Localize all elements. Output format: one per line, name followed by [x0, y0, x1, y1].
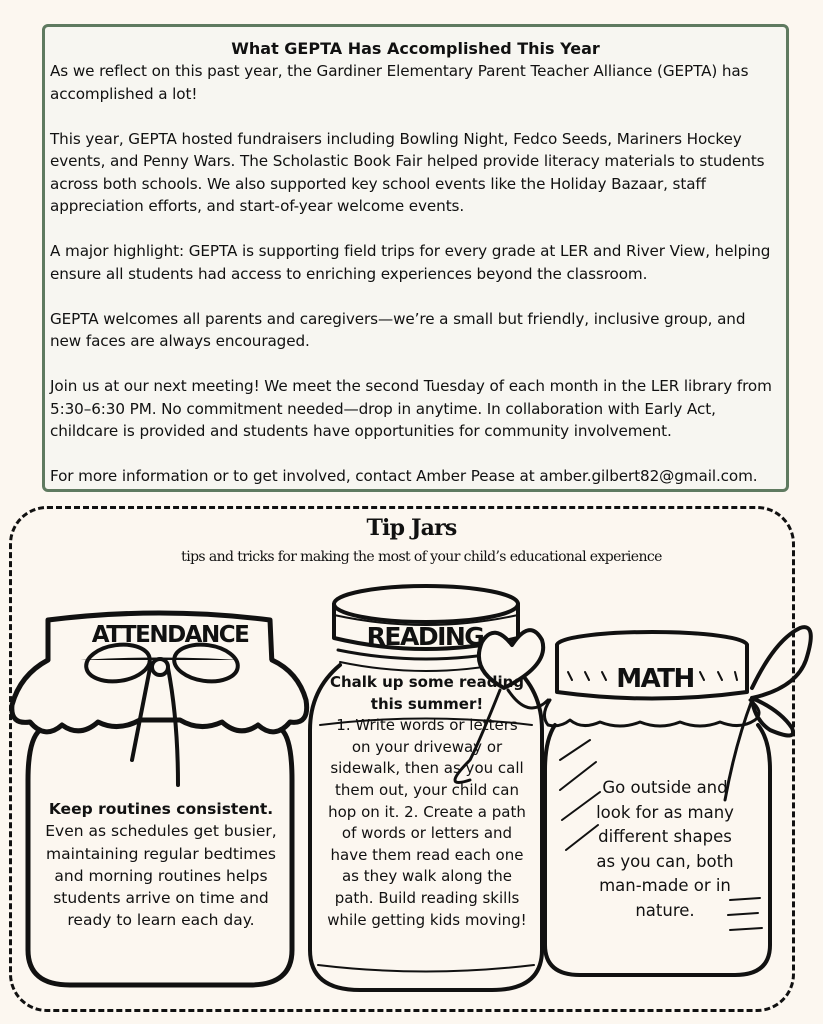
- info-paragraph-contact: For more information or to get involved, contact Amber Pease at amber.gilbert82@gmail.com.: [50, 467, 758, 485]
- math-tip: [595, 776, 735, 923]
- info-paragraph-welcome: GEPTA welcomes all parents and caregivers—we’re a small but friendly, inclusive group, and new faces are always encouraged.: [50, 309, 746, 350]
- attendance-tip-lead: Keep routines consistent.: [48, 800, 274, 818]
- attendance-tip: [40, 798, 282, 932]
- math-label: MATH: [616, 664, 694, 694]
- reading-label: READING: [366, 622, 484, 651]
- tips-title: Tip Jars: [366, 515, 457, 541]
- info-paragraph-meeting: Join us at our next meeting! We meet the second Tuesday of each month in the LER library from 5:30–6:30 PM. No commitment needed—drop in anytime. In collaboration with Early Act, childcare is provided and students have opportunities for community involvement.: [50, 377, 772, 440]
- info-title: What GEPTA Has Accomplished This Year: [231, 39, 600, 58]
- info-paragraph-field-trips: A major highlight: GEPTA is supporting field trips for every grade at LER and River View, helping ensure all students had access to enriching experiences beyond the classroom.: [50, 242, 771, 283]
- attendance-tip-body: Even as schedules get busier, maintaining regular bedtimes and morning routines helps students arrive on time and ready to learn each day.: [45, 822, 277, 930]
- reading-tip: [327, 672, 527, 931]
- reading-tip-body: 1. Write words or letters on your driveway or sidewalk, then as you call them out, your child can hop on it. 2. Create a path of words or letters and have them read each one as they walk along the path. Build reading skills while getting kids moving!: [327, 716, 527, 929]
- info-paragraph-fundraisers: This year, GEPTA hosted fundraisers including Bowling Night, Fedco Seeds, Mariners Hockey events, and Penny Wars. The Scholastic Book Fair helped provide literacy materials to students across both schools. We also supported key school events like the Holiday Bazaar, staff appreciation efforts, and start-of-year welcome events.: [50, 129, 765, 215]
- reading-tip-lead: Chalk up some reading this summer!: [329, 673, 525, 713]
- tips-subtitle: tips and tricks for making the most of your child’s educational experience: [181, 549, 662, 565]
- info-paragraph-intro: As we reflect on this past year, the Gardiner Elementary Parent Teacher Alliance (GEPTA) has accomplished a lot!: [50, 62, 749, 103]
- attendance-label: ATTENDANCE: [91, 622, 249, 648]
- math-tip-body: Go outside and look for as many different shapes as you can, both man-made or in nature.: [596, 778, 734, 920]
